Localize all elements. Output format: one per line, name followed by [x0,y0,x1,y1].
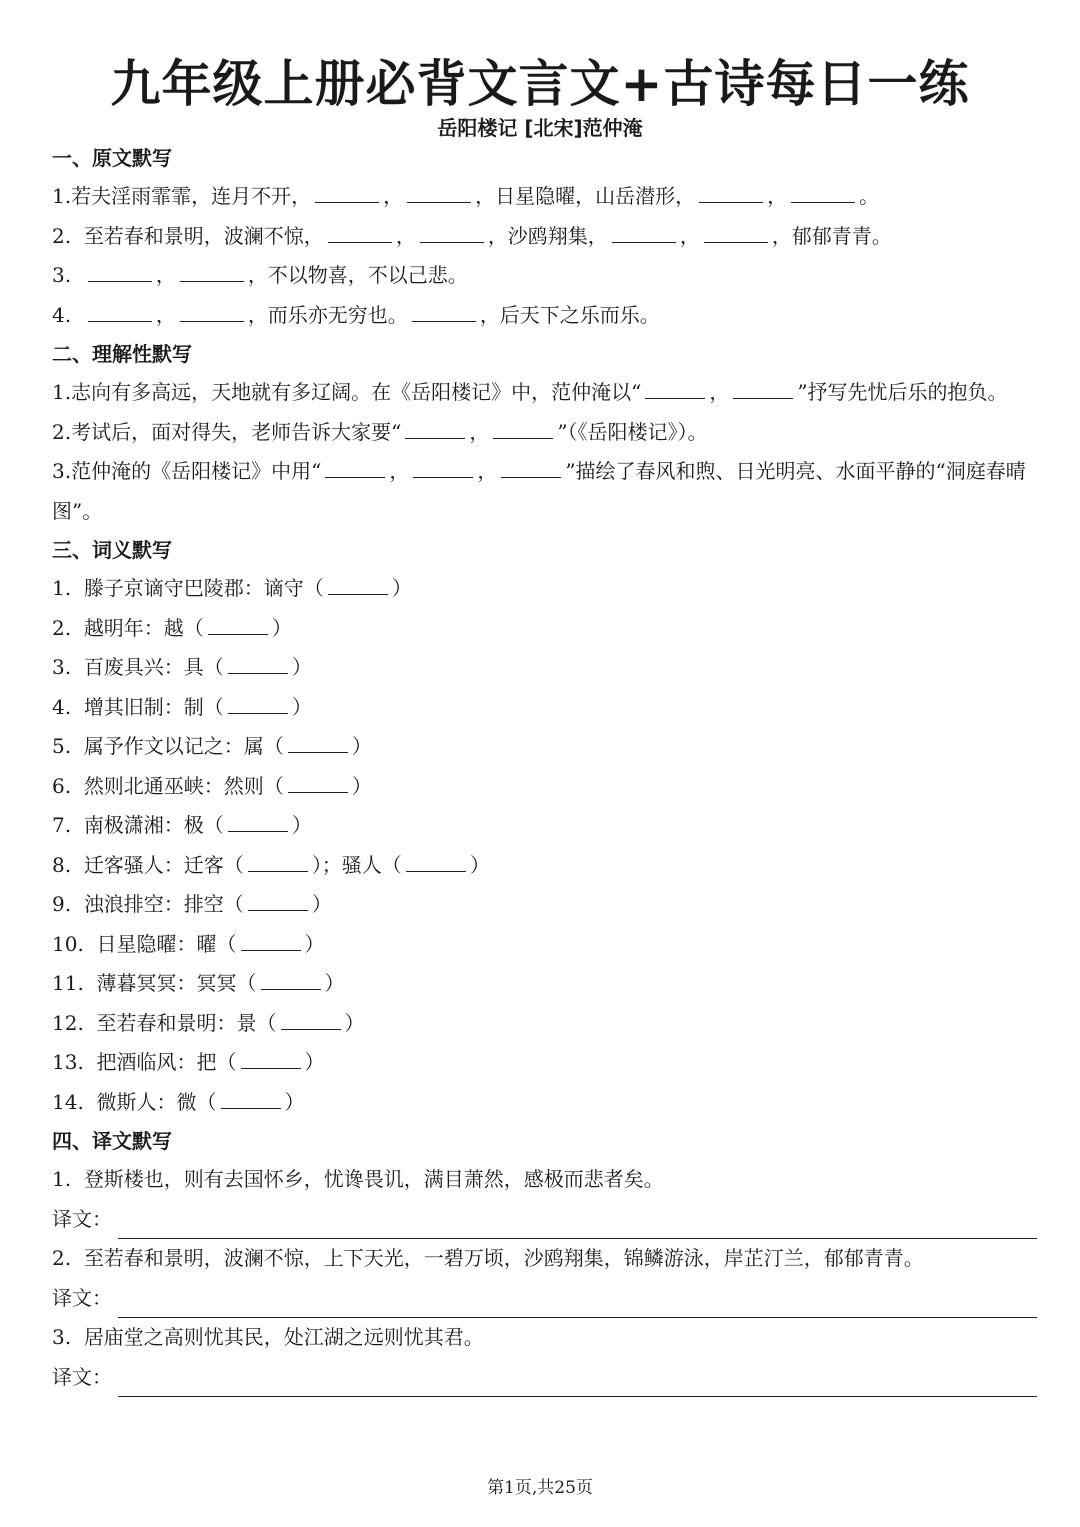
question-number: 1. [52,184,72,208]
answer-blank[interactable] [704,220,768,243]
vocab-row [52,767,1037,807]
vocab-row [52,648,1037,688]
question-number: 4. [52,302,72,327]
question-paragraph [52,452,1037,531]
answer-blank[interactable] [208,612,268,635]
vocab-text: 越明年：越（ [83,615,204,640]
question-number: 2. [52,419,72,444]
question-paragraph [52,413,1037,453]
answer-blank[interactable] [733,376,793,399]
question-number: 3. [52,459,72,483]
question-text: ，不以物喜，不以己悲。 [247,263,468,287]
vocab-row [52,846,1037,886]
vocab-row [52,688,1037,728]
section-heading-translation: 四、译文默写 [52,1129,172,1153]
question-text: ，郁郁青青。 [771,223,892,248]
answer-blank[interactable] [88,299,152,322]
question-text: ，而乐亦无穷也。 [247,302,408,327]
vocab-row [52,925,1037,965]
question-number: 7. [52,813,72,837]
translation-answer-row [52,1279,1037,1319]
question-text: ， [469,419,490,444]
question-text: 范仲淹的《岳阳楼记》中用“ [71,459,322,483]
question-number: 10. [52,931,84,956]
vocab-close: ） [291,813,312,837]
vocab-text: 然则北通巫峡：然则（ [83,773,284,798]
worksheet-content [52,139,1037,1397]
vocab-row [52,727,1037,767]
vocab-text: 至若春和景明：景（ [96,1010,277,1035]
answer-blank[interactable] [288,770,348,793]
question-number: 9. [52,892,72,916]
vocab-close: ） [304,1050,325,1074]
answer-blank[interactable] [413,455,473,478]
vocab-close: ） [344,1010,365,1035]
vocab-text: 百废具兴：具（ [83,655,224,679]
page-title: 九年级上册必背文言文+古诗每日一练 [110,55,970,113]
vocab-close: ） [284,1089,305,1114]
answer-blank[interactable] [228,809,288,832]
question-paragraph [52,373,1037,413]
answer-blank[interactable] [241,928,301,951]
question-text: ”抒写先忧后乐的抱负。 [797,380,1008,404]
vocab-text: 南极潇湘：极（ [83,813,224,837]
answer-blank[interactable] [325,455,385,478]
vocab-row [52,964,1037,1004]
vocab-mid: ）；骚人（ [311,852,402,877]
answer-blank[interactable] [328,220,392,243]
answer-blank[interactable] [248,888,308,911]
answer-blank[interactable] [228,691,288,714]
answer-blank[interactable] [288,730,348,753]
answer-blank[interactable] [88,259,152,282]
translation-label: 译文： [52,1206,112,1231]
question-text: ， [155,302,176,327]
vocab-close: ） [311,892,332,916]
answer-blank[interactable] [180,259,244,282]
question-row [52,296,1037,336]
vocab-close: ） [304,931,325,956]
question-text: 登斯楼也，则有去国怀乡，忧谗畏讥，满目萧然，感极而悲者矣。 [83,1167,664,1191]
question-text: 至若春和景明，波澜不惊，上下天光，一碧万顷，沙鸥翔集，锦鳞游泳，岸芷汀兰，郁郁青青。 [83,1246,924,1270]
vocab-text: 浊浪排空：排空（ [83,892,244,916]
question-number: 2. [52,1246,72,1270]
answer-blank[interactable] [501,455,561,478]
translation-answer-line[interactable] [118,1291,1037,1318]
vocab-text: 把酒临风：把（ [96,1050,237,1074]
question-number: 2. [52,223,72,248]
vocab-row [52,569,1037,609]
translation-answer-row [52,1200,1037,1240]
section-heading-word-meaning: 三、词义默写 [52,538,172,562]
vocab-row [52,1004,1037,1044]
answer-blank[interactable] [228,651,288,674]
vocab-close: ） [391,576,412,600]
question-number: 1. [52,1167,72,1191]
answer-blank[interactable] [791,180,855,203]
question-text: ， [389,459,410,483]
answer-blank[interactable] [420,220,484,243]
section-heading-comprehension: 二、理解性默写 [52,342,192,366]
answer-blank[interactable] [261,967,321,990]
question-number: 4. [52,694,72,719]
question-number: 14. [52,1089,84,1114]
vocab-text: 滕子京谪守巴陵郡：谪守（ [83,576,324,600]
question-text: ， [155,263,176,287]
translation-label: 译文： [52,1364,112,1389]
question-text: ， [767,184,788,208]
translation-question [52,1318,1037,1358]
answer-blank[interactable] [612,220,676,243]
translation-question [52,1160,1037,1200]
answer-blank[interactable] [328,572,388,595]
answer-blank[interactable] [315,180,379,203]
question-number: 3. [52,1325,72,1349]
answer-blank[interactable] [412,299,476,322]
vocab-text: 迁客骚人：迁客（ [83,852,244,877]
question-number: 1. [52,380,72,404]
answer-blank[interactable] [405,416,465,439]
translation-answer-line[interactable] [118,1212,1037,1239]
question-text: ”（《岳阳楼记》）。 [557,419,708,444]
vocab-close: ） [291,655,312,679]
question-row [52,177,1037,217]
question-text: ， [679,223,700,248]
question-text: 。 [859,184,880,208]
question-text: ，日星隐曜，山岳潜形， [475,184,696,208]
question-number: 12. [52,1010,84,1035]
answer-blank[interactable] [221,1086,281,1109]
answer-blank[interactable] [493,416,553,439]
section-heading-original-text: 一、原文默写 [52,146,172,170]
question-text: 考试后，面对得失，老师告诉大家要“ [71,419,402,444]
vocab-close: ） [271,615,292,640]
question-text: ， [477,459,498,483]
vocab-close: ） [291,694,312,719]
vocab-close: ） [351,773,372,798]
question-text: 居庙堂之高则忧其民，处江湖之远则忧其君。 [83,1325,484,1349]
question-text: ”描绘了春风和煦、日光明亮、水面平静的“洞庭春晴图”。 [52,459,1026,523]
question-number: 3. [52,655,72,679]
question-row [52,217,1037,257]
question-number: 2. [52,615,72,640]
question-text: ， [395,223,416,248]
question-text: ， [709,380,730,404]
question-text: ， [383,184,404,208]
vocab-row [52,609,1037,649]
question-number: 3. [52,263,72,287]
translation-label: 译文： [52,1285,112,1310]
answer-blank[interactable] [406,849,466,872]
answer-blank[interactable] [281,1007,341,1030]
page-subtitle: 岳阳楼记 [北宋]范仲淹 [437,116,643,140]
question-number: 13. [52,1050,84,1074]
question-number: 5. [52,734,72,758]
question-text: ，后天下之乐而乐。 [479,302,660,327]
vocab-text: 属予作文以记之：属（ [83,734,284,758]
answer-blank[interactable] [407,180,471,203]
answer-blank[interactable] [248,849,308,872]
answer-blank[interactable] [241,1046,301,1069]
translation-answer-line[interactable] [118,1370,1037,1397]
vocab-text: 薄暮冥冥：冥冥（ [96,971,257,995]
question-number: 1. [52,576,72,600]
vocab-row [52,806,1037,846]
question-row [52,256,1037,296]
translation-question [52,1239,1037,1279]
question-number: 6. [52,773,72,798]
question-text: 若夫淫雨霏霏，连月不开， [71,184,312,208]
answer-blank[interactable] [699,180,763,203]
vocab-close: ） [324,971,345,995]
question-text: ，沙鸥翔集， [487,223,608,248]
translation-answer-row [52,1358,1037,1398]
vocab-row [52,1083,1037,1123]
vocab-close: ） [351,734,372,758]
question-text: 志向有多高远，天地就有多辽阔。在《岳阳楼记》中，范仲淹以“ [71,380,642,404]
answer-blank[interactable] [645,376,705,399]
vocab-close: ） [469,852,490,877]
question-number: 8. [52,852,72,877]
answer-blank[interactable] [180,299,244,322]
page-footer: 第1页,共25页 [487,1478,593,1498]
vocab-text: 微斯人：微（ [96,1089,217,1114]
vocab-row [52,1043,1037,1083]
vocab-text: 增其旧制：制（ [83,694,224,719]
question-text: 至若春和景明，波澜不惊， [83,223,324,248]
vocab-row [52,885,1037,925]
question-number: 11. [52,971,84,995]
vocab-text: 日星隐曜：曜（ [96,931,237,956]
